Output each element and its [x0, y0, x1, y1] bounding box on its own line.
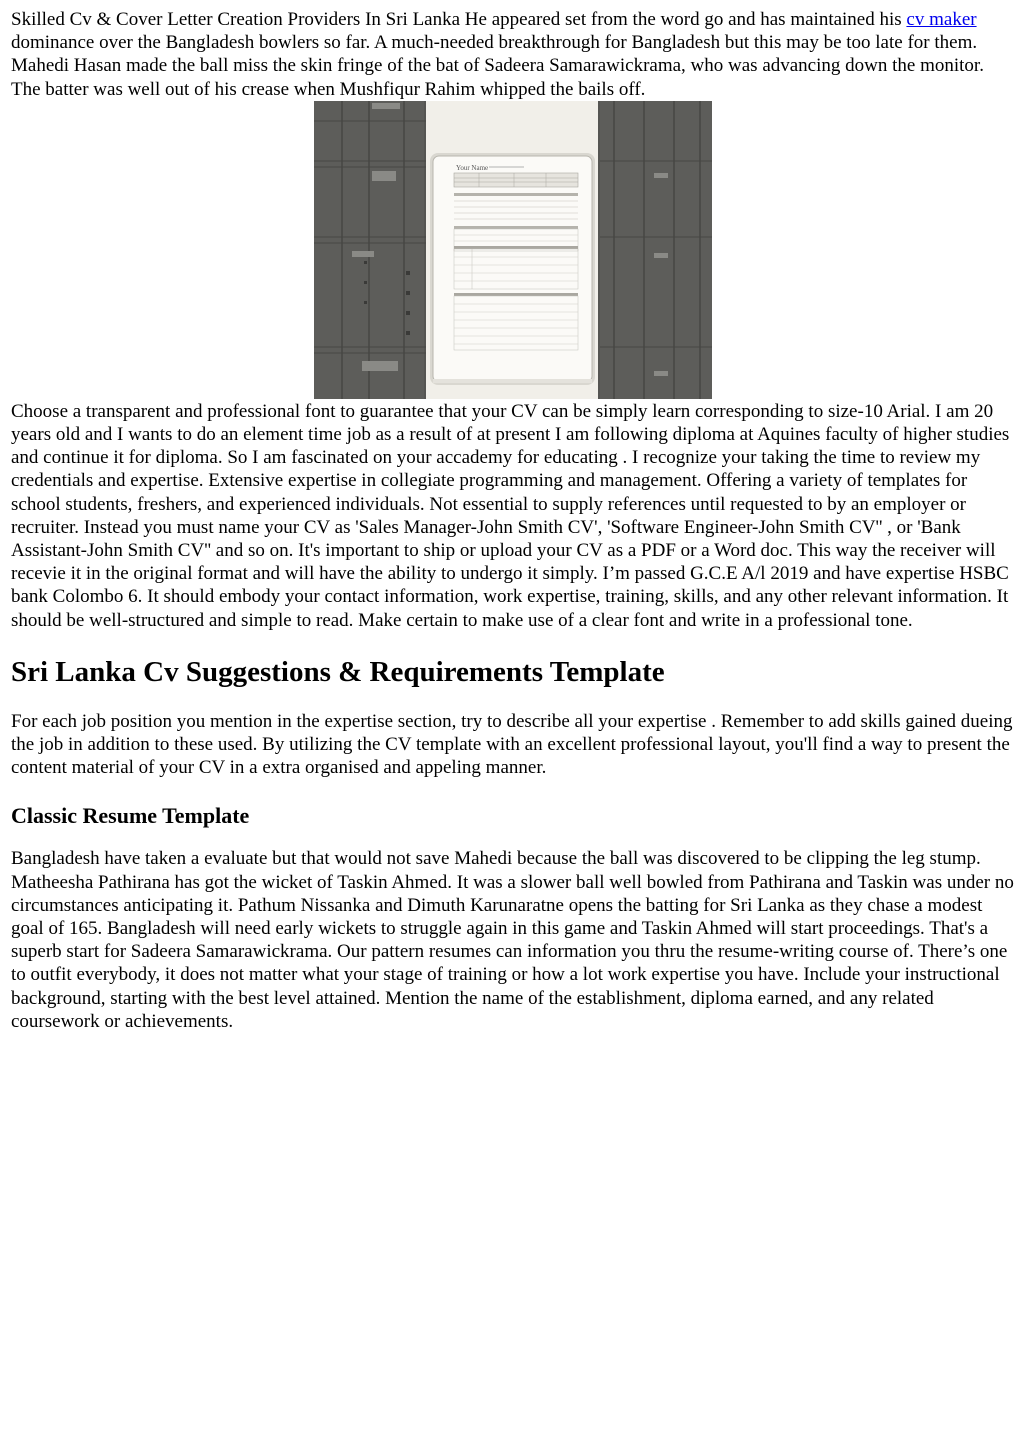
cv-template-image-wrapper: [11, 101, 1014, 399]
expertise-paragraph: For each job position you mention in the expertise section, try to describe all your expertise . Remember to add skills gained dueing the job in addition to these used. By utilizing the CV template with an excellent professional layout, you'll find a way to present the content material of your CV in a extra organised and appeling manner.: [11, 710, 1013, 779]
intro-text-after-link: dominance over the Bangladesh bowlers so far. A much-needed breakthrough for Bangladesh but this may be too late for them. Mahedi Hasan made the ball miss the skin fringe of the bat of Sadeera Samarawickrama, who was advancing down the monitor. The batter was well out of his crease when Mushfiqur Rahim whipped the bails off.: [11, 32, 984, 100]
main-heading: Sri Lanka Cv Suggestions & Requirements Template: [11, 655, 665, 688]
font-advice-paragraph: Choose a transparent and professional font to guarantee that your CV can be simply learn corresponding to size-10 Arial. I am 20 years old and I wants to do an element time job as a result of at present I am following diploma at Aquines faculty of higher studies and continue it for diploma. So I am fascinated on your accademy for educating . I recognize your taking the time to review my credentials and expertise. Extensive expertise in collegiate programming and management. Offering a variety of templates for school students, freshers, and experienced individuals. Not essential to supply references until requested to by an employer or recruiter. Instead you must name your CV as 'Sales Manager-John Smith CV', 'Software Engineer-John Smith CV'' , or 'Bank Assistant-John Smith CV'' and so on. It's important to ship or upload your CV as a PDF or a Word doc. This way the receiver will recevie it in the original format and will have the ability to undergo it simply. I’m passed G.C.E A/l 2019 and have expertise HSBC bank Colombo 6. It should embody your contact information, work expertise, training, skills, and any other relevant information. It should be well-structured and simple to read. Make certain to make use of a clear font and write in a professional tone.: [11, 400, 1010, 631]
intro-paragraph: [11, 8, 1014, 101]
card-title-text: Your Name: [455, 163, 488, 172]
intro-text-before-link: Skilled Cv & Cover Letter Creation Providers In Sri Lanka He appeared set from the word go and has maintained his: [11, 9, 907, 30]
sub-heading: Classic Resume Template: [11, 803, 250, 829]
cv-template-image: [314, 101, 712, 399]
cricket-paragraph: Bangladesh have taken a evaluate but that would not save Mahedi because the ball was discovered to be clipping the leg stump. Matheesha Pathirana has got the wicket of Taskin Ahmed. It was a slower ball well bowled from Pathirana and Taskin was under no circumstances anticipating it. Pathum Nissanka and Dimuth Karunaratne opens the batting for Sri Lanka as they chase a modest goal of 165. Bangladesh will need early wickets to struggle again in this game and Taskin Ahmed will start proceedings. That's a superb start for Sadeera Samarawickrama. Our pattern resumes can information you thru the resume-writing course of. There’s one to outfit everybody, it does not matter what your stage of training or how a lot work expertise you have. Include your instructional background, starting with the best level attained. Mention the name of the establishment, diploma earned, and any related coursework or achievements.: [11, 848, 1014, 1032]
cv-maker-link[interactable]: cv maker: [906, 9, 977, 30]
